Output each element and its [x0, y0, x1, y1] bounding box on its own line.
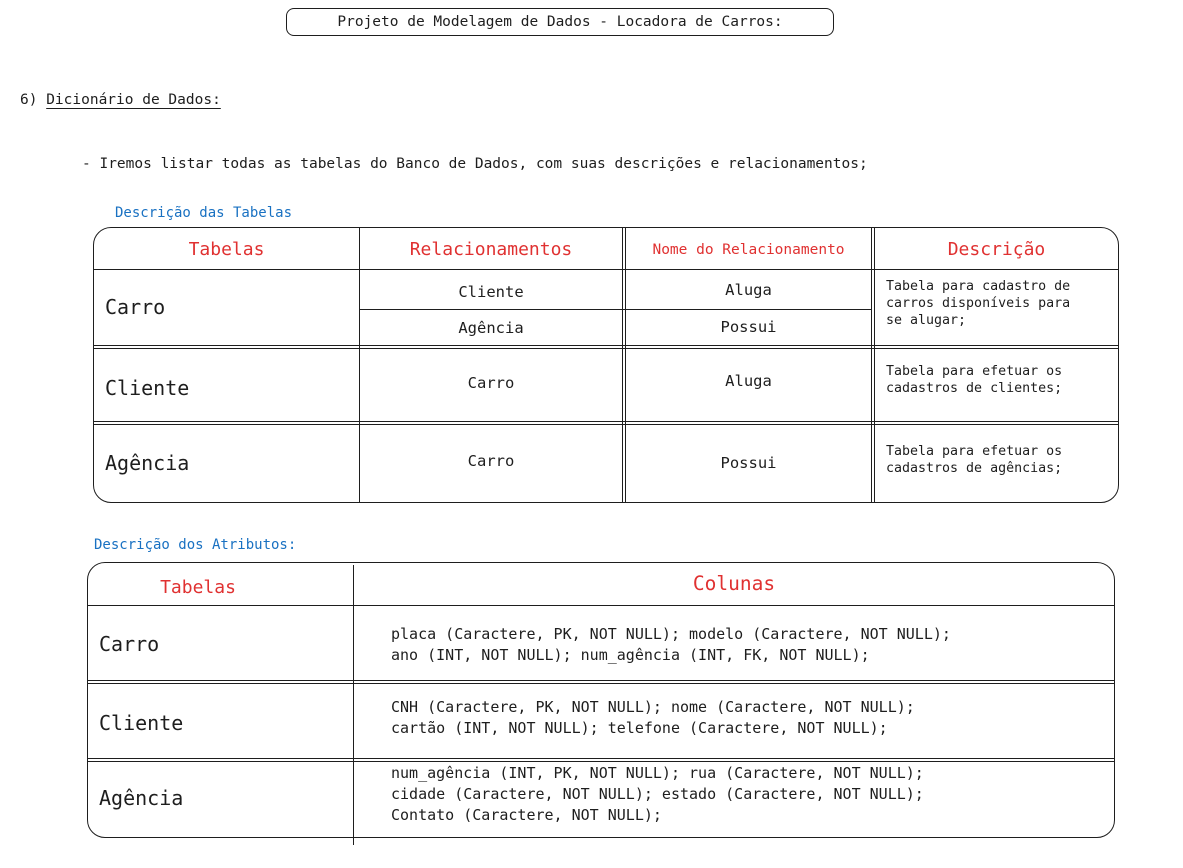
relation-related: Cliente: [458, 283, 524, 301]
header-relacionamentos: Relacionamentos: [409, 239, 573, 260]
table-divider: [88, 680, 1114, 684]
table-divider: [94, 421, 1118, 425]
attributes-caption: Descrição dos Atributos:: [94, 537, 297, 553]
relation-name: Possui: [720, 454, 777, 472]
table-name-carro: Carro: [105, 295, 166, 319]
relation-related: Carro: [467, 452, 515, 470]
table-divider: [94, 345, 1118, 349]
table-divider: [360, 309, 871, 310]
table-description: Tabela para cadastro de carros disponíveis para se alugar;: [886, 279, 1071, 328]
header-tabelas: Tabelas: [160, 577, 236, 598]
table-divider: [94, 269, 1118, 270]
section-number: 6): [20, 92, 38, 108]
table-name-agencia: Agência: [99, 786, 184, 810]
table-name-cliente: Cliente: [99, 711, 184, 735]
relation-related: Agência: [458, 319, 524, 337]
column-list: placa (Caractere, PK, NOT NULL); modelo (Caractere, NOT NULL); ano (INT, NOT NULL); num_agência (INT, FK, NOT NULL);: [391, 625, 951, 664]
section-title: Dicionário de Dados:: [46, 92, 221, 108]
table-name-carro: Carro: [99, 632, 160, 656]
relation-name: Aluga: [725, 372, 772, 390]
column-list: CNH (Caractere, PK, NOT NULL); nome (Caractere, NOT NULL); cartão (INT, NOT NULL); telefone (Caractere, NOT NULL);: [391, 698, 915, 737]
table-description: Tabela para efetuar os cadastros de clientes;: [886, 364, 1063, 396]
tables-caption: Descrição das Tabelas: [115, 205, 293, 221]
column-list: num_agência (INT, PK, NOT NULL); rua (Caractere, NOT NULL); cidade (Caractere, NOT NULL); estado (Caractere, NOT NULL); Contato (Caractere, NOT NULL);: [391, 764, 924, 824]
header-colunas: Colunas: [692, 572, 776, 595]
relation-name: Possui: [720, 318, 777, 336]
table-description: Tabela para efetuar os cadastros de agências;: [886, 444, 1063, 476]
section-heading: [20, 92, 221, 108]
intro-text: - Iremos listar todas as tabelas do Banco de Dados, com suas descrições e relacionamentos;: [82, 156, 868, 172]
header-tabelas: Tabelas: [188, 239, 265, 260]
header-descricao: Descrição: [947, 239, 1046, 260]
page-title: Projeto de Modelagem de Dados - Locadora de Carros:: [286, 8, 834, 36]
table-divider: [88, 758, 1114, 762]
table-divider: [88, 605, 1114, 606]
table-divider: [353, 565, 354, 845]
header-nome-relacionamento: Nome do Relacionamento: [652, 242, 845, 258]
relation-name: Aluga: [725, 281, 772, 299]
table-name-cliente: Cliente: [105, 376, 190, 400]
relation-related: Carro: [467, 374, 515, 392]
table-name-agencia: Agência: [105, 451, 190, 475]
